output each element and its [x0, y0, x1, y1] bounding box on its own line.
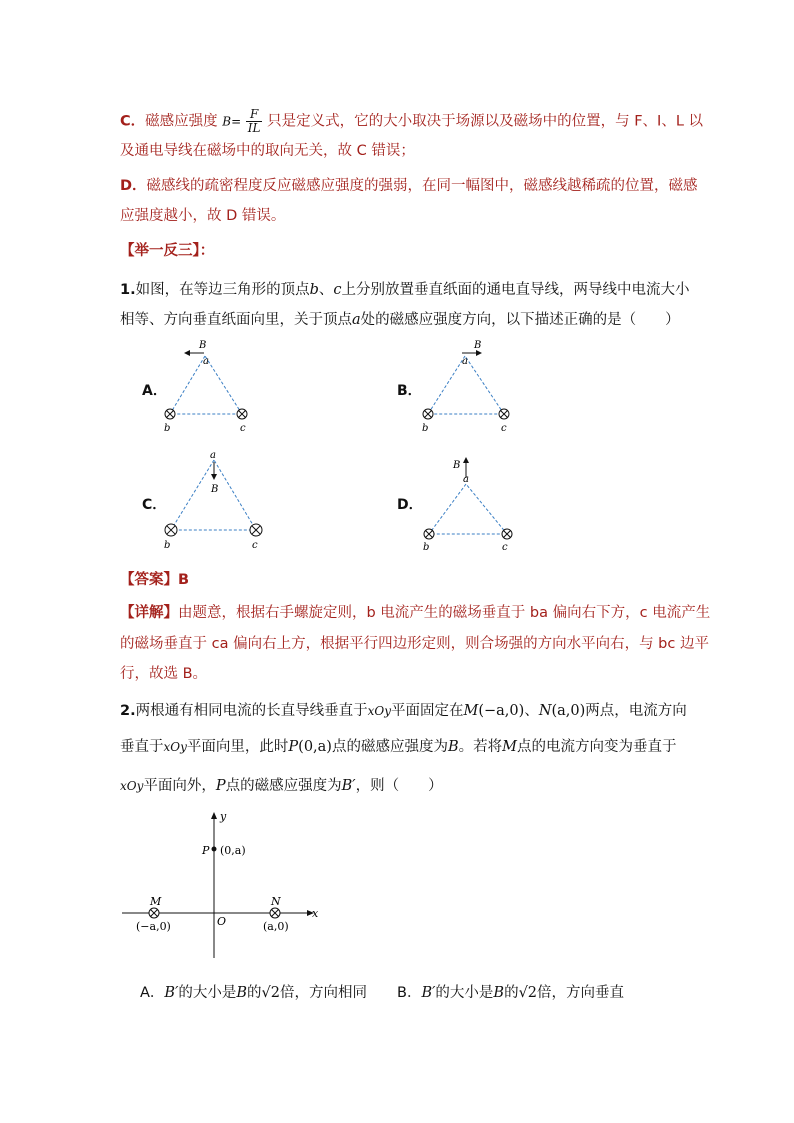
q1-option-b-label: B． [397, 383, 422, 399]
field-label: B [199, 340, 207, 351]
q1-detail-line2: 的磁场垂直于 ca 偏向右上方，根据平行四边形定则，则合场强的方向水平向右，与 bc 边平 [120, 636, 709, 652]
vertex-a-label: a [210, 450, 216, 461]
point-n-label: N [271, 895, 281, 908]
field-label: B [474, 340, 482, 351]
q1-answer: 【答案】B [120, 572, 190, 588]
point-m-label: M [150, 895, 162, 908]
q1-line1: 1.如图，在等边三角形的顶点b、c上分别放置垂直纸面的通电直导线，两导线中电流大小 [120, 282, 690, 298]
q1-line2: 相等、方向垂直纸面向里，关于顶点a处的磁感应强度方向，以下描述正确的是（ ） [120, 312, 680, 328]
wire-n-cross-icon [270, 908, 280, 918]
point-n-coord: (a,0) [263, 920, 289, 933]
q1-option-c-label: C． [142, 497, 167, 513]
q2-option-b: B．B′的大小是B的√2倍，方向垂直 [397, 985, 625, 1001]
wire-c-cross-icon [237, 409, 247, 419]
wire-c-cross-icon [502, 529, 512, 539]
q1-figure-d [418, 448, 523, 553]
wire-b-cross-icon [424, 529, 434, 539]
point-p-label: P [202, 844, 210, 857]
point-p-coord: (0,a) [220, 844, 246, 857]
x-axis-label: x [312, 907, 319, 920]
point-m-coord: (−a,0) [136, 920, 171, 933]
q2-coordinate-figure [118, 808, 328, 963]
origin-label: O [217, 915, 227, 928]
point-p-dot [212, 847, 217, 852]
vertex-a-label: a [462, 356, 468, 367]
field-label: B [211, 484, 219, 495]
wire-b-cross-icon [165, 409, 175, 419]
q1-detail-line3: 行，故选 B。 [120, 666, 208, 682]
q2-line3: xOy平面向外，P点的磁感应强度为B′，则（ ） [120, 778, 443, 794]
q1-figure-c [158, 446, 268, 551]
wire-b-cross-icon [165, 524, 177, 536]
q1-figure-a [160, 336, 260, 436]
y-axis-label: y [220, 810, 227, 823]
q1-option-a-label: A． [142, 383, 167, 399]
q1-figure-b [418, 336, 518, 436]
vertex-c-label: c [501, 423, 507, 434]
vertex-c-label: c [240, 423, 246, 434]
wire-c-cross-icon [499, 409, 509, 419]
vertex-b-label: b [422, 423, 429, 434]
option-c-line2: 及通电导线在磁场中的取向无关，故 C 错误； [120, 143, 415, 159]
vertex-b-label: b [423, 542, 430, 553]
option-d-line2: 应强度越小，故 D 错误。 [120, 208, 286, 224]
option-c-line1: C．磁感应强度 B= $\frac{F}{IL}$ 只是定义式，它的大小取决于场源以及磁场中的位置，与 F、I、L 以 [120, 107, 704, 135]
vertex-a-label: a [463, 474, 469, 485]
vertex-c-label: c [502, 542, 508, 553]
q2-option-a: A．B′的大小是B的√2倍，方向相同 [140, 985, 367, 1001]
field-label: B [453, 460, 461, 471]
vertex-b-label: b [164, 540, 171, 551]
vertex-c-label: c [252, 540, 258, 551]
vertex-b-label: b [164, 423, 171, 434]
q2-line2: 垂直于xOy平面向里，此时P(0,a)点的磁感应强度为B。若将M点的电流方向变为垂直于 [120, 739, 677, 755]
q2-line1: 2.两根通有相同电流的长直导线垂直于xOy平面固定在M(−a,0)、N(a,0)两点，电流方向 [120, 703, 687, 719]
option-d-line1: D．磁感线的疏密程度反应磁感应强度的强弱，在同一幅图中，磁感线越稀疏的位置，磁感 [120, 178, 698, 194]
wire-c-cross-icon [250, 524, 262, 536]
option-c-label: C． [120, 113, 146, 130]
option-d-label: D． [120, 178, 147, 194]
q1-detail-line1: 【详解】由题意，根据右手螺旋定则，b 电流产生的磁场垂直于 ba 偏向右下方，c 电流产生 [120, 605, 711, 621]
formula-fraction: $\frac{F}{IL}$ [247, 107, 261, 135]
q1-option-d-label: D． [397, 497, 423, 513]
section-heading: 【举一反三】： [120, 243, 215, 259]
wire-m-cross-icon [149, 908, 159, 918]
vertex-a-label: a [203, 356, 209, 367]
wire-b-cross-icon [423, 409, 433, 419]
